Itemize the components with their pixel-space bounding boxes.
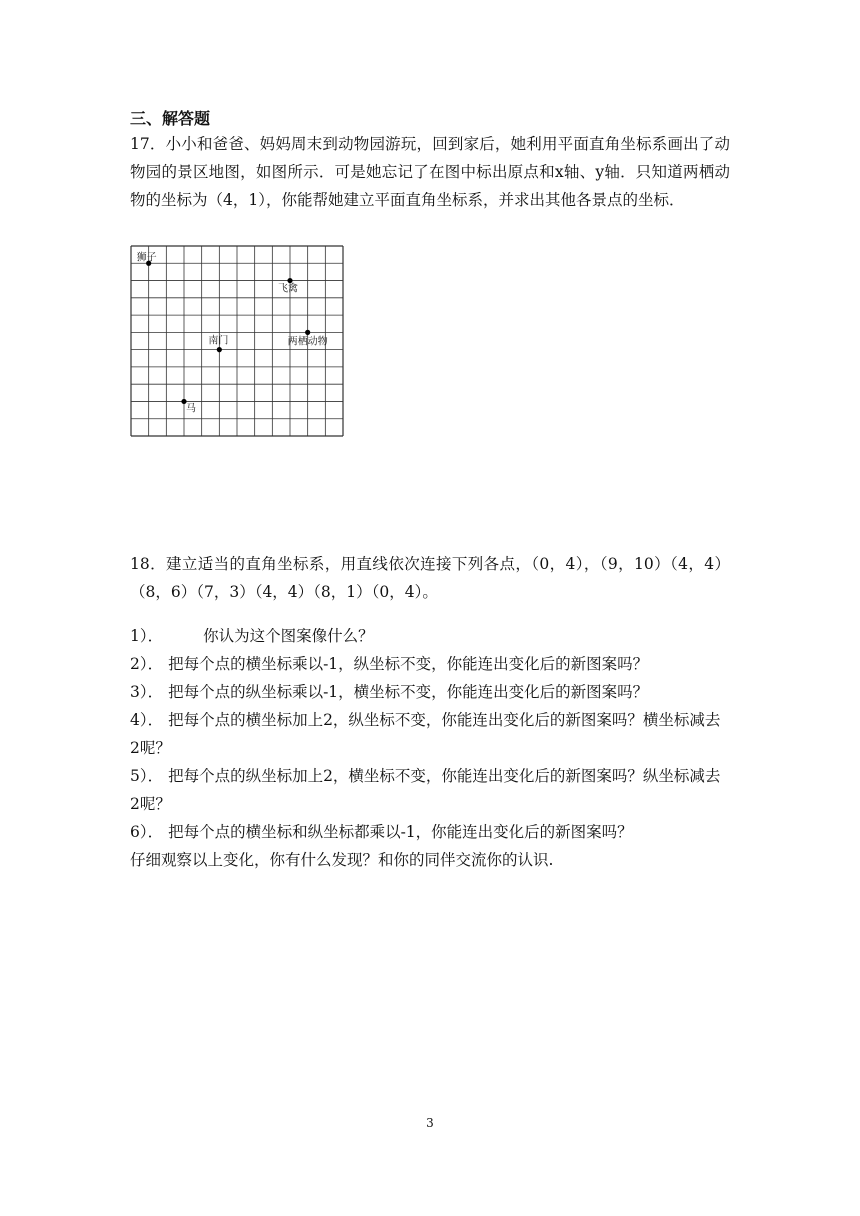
closing-prompt: 仔细观察以上变化，你有什么发现？和你的同伴交流你的认识.	[130, 851, 554, 869]
subitem-5	[130, 762, 730, 818]
subitem-text: 把每个点的纵坐标乘以-1，横坐标不变，你能连出变化后的新图案吗？	[168, 683, 649, 701]
page-number: 3	[426, 1116, 434, 1130]
subitem-text: 把每个点的纵坐标加上2，横坐标不变，你能连出变化后的新图案吗？纵坐标减去2呢？	[130, 767, 721, 813]
landmark-dot	[217, 347, 222, 352]
zoo-map-grid	[130, 245, 344, 437]
question-17: 17．小小和爸爸、妈妈周末到动物园游玩，回到家后，她利用平面直角坐标系画出了动物园的景区地图，如图所示．可是她忘记了在图中标出原点和x轴、y轴．只知道两栖动物的坐标为（4，1），你能帮她建立平面直角坐标系，并求出其他各景点的坐标．	[130, 135, 730, 209]
zoo-map	[130, 245, 344, 437]
section-title: 三、解答题	[130, 109, 211, 128]
landmark-dot	[305, 330, 310, 335]
landmark-label: 飞禽	[278, 283, 298, 295]
landmark-label: 马	[186, 403, 196, 415]
landmark-label: 两栖动物	[287, 336, 328, 348]
subitem-1	[130, 622, 730, 650]
subitem-number: 6）．	[130, 823, 164, 841]
subitem-number: 2）．	[130, 655, 164, 673]
subitem-number: 1）．	[130, 627, 164, 645]
subitem-text: 把每个点的横坐标乘以-1，纵坐标不变，你能连出变化后的新图案吗？	[168, 655, 649, 673]
question-18-subitems	[130, 622, 730, 874]
landmark-label: 狮子	[136, 252, 157, 264]
subitem-text: 把每个点的横坐标和纵坐标都乘以-1，你能连出变化后的新图案吗？	[168, 823, 633, 841]
subitem-number: 4）．	[130, 711, 164, 729]
landmark-dot	[287, 278, 292, 283]
subitem-3	[130, 678, 730, 706]
subitem-text: 把每个点的横坐标加上2，纵坐标不变，你能连出变化后的新图案吗？横坐标减去2呢？	[130, 711, 721, 757]
subitem-text: 你认为这个图案像什么？	[203, 627, 374, 645]
subitem-2	[130, 650, 730, 678]
subitem-6	[130, 818, 730, 846]
subitem-number: 5）．	[130, 767, 164, 785]
landmark-label: 南门	[208, 335, 229, 347]
subitem-4	[130, 706, 730, 762]
subitem-number: 3）．	[130, 683, 164, 701]
question-18: 18．建立适当的直角坐标系，用直线依次连接下列各点，（0，4），（9，10）（4，4）（8，6）（7，3）（4，4）（8，1）（0，4）。	[130, 555, 730, 601]
